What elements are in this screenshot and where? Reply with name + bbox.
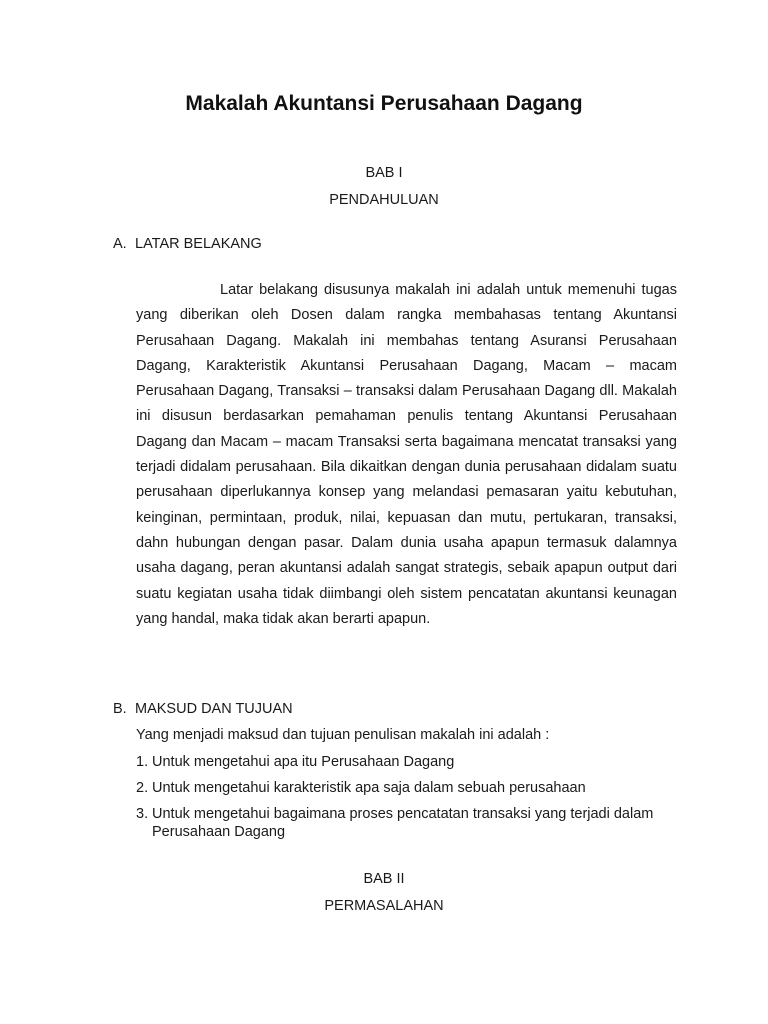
section-a-heading — [113, 236, 262, 252]
section-b-heading — [113, 701, 293, 717]
objectives-list — [136, 753, 696, 849]
list-item-number: 3. — [136, 806, 149, 822]
section-a-paragraph: Latar belakang disusunya makalah ini adalah untuk memenuhi tugas yang diberikan oleh Dosen dalam rangka membahasas tentang Akuntansi Perusahaan Dagang. Makalah ini membahas tentang Asuransi Perusahaan Dagang, Karakteristik Akuntansi Perusahaan Dagang, Macam – macam Perusahaan Dagang, Transaksi – transaksi dalam Perusahaan Dagang dll. Makalah ini disusun berdasarkan pemahaman penulis tentang Akuntansi Perusahaan Dagang dan Macam – macam Transaksi serta bagaimana mencatat transaksi yang terjadi didalam perusahaan. Bila dikaitkan dengan dunia perusahaan didalam suatu perusahaan diperlukannya konsep yang melandasi pemasaran yaitu kebutuhan, keinginan, permintaan, produk, nilai, kepuasan dan mutu, pertukaran, transaksi, dahn hubungan dengan pasar. Dalam dunia usaha apapun termasuk dalamnya usaha dagang, peran akuntansi adalah sangat strategis, sebaik apapun output dari suatu kegiatan usaha tidak diimbangi oleh sistem pencatatan akuntansi keunagan yang handal, maka tidak akan berarti apapun. — [136, 282, 677, 627]
list-item-number: 1. — [136, 754, 149, 770]
section-b-title: MAKSUD DAN TUJUAN — [135, 701, 293, 717]
section-a-letter: A. — [113, 236, 127, 252]
list-item-number: 2. — [136, 780, 149, 796]
bab2-name: PERMASALAHAN — [324, 898, 444, 914]
section-b-intro: Yang menjadi maksud dan tujuan penulisan makalah ini adalah : — [136, 727, 550, 743]
list-item — [136, 805, 696, 841]
bab1-name: PENDAHULUAN — [329, 192, 439, 208]
bab1-label: BAB I — [365, 165, 403, 181]
list-item-text: Untuk mengetahui apa itu Perusahaan Dagang — [152, 754, 455, 770]
bab2-label: BAB II — [363, 871, 405, 887]
section-a-title: LATAR BELAKANG — [135, 236, 262, 252]
list-item — [136, 753, 696, 771]
document-title: Makalah Akuntansi Perusahaan Dagang — [185, 92, 583, 115]
list-item — [136, 779, 696, 797]
section-b-letter: B. — [113, 701, 127, 717]
list-item-text: Untuk mengetahui karakteristik apa saja dalam sebuah perusahaan — [152, 780, 586, 796]
list-item-text: Untuk mengetahui bagaimana proses pencatatan transaksi yang terjadi dalam Perusahaan Dagang — [152, 806, 654, 840]
